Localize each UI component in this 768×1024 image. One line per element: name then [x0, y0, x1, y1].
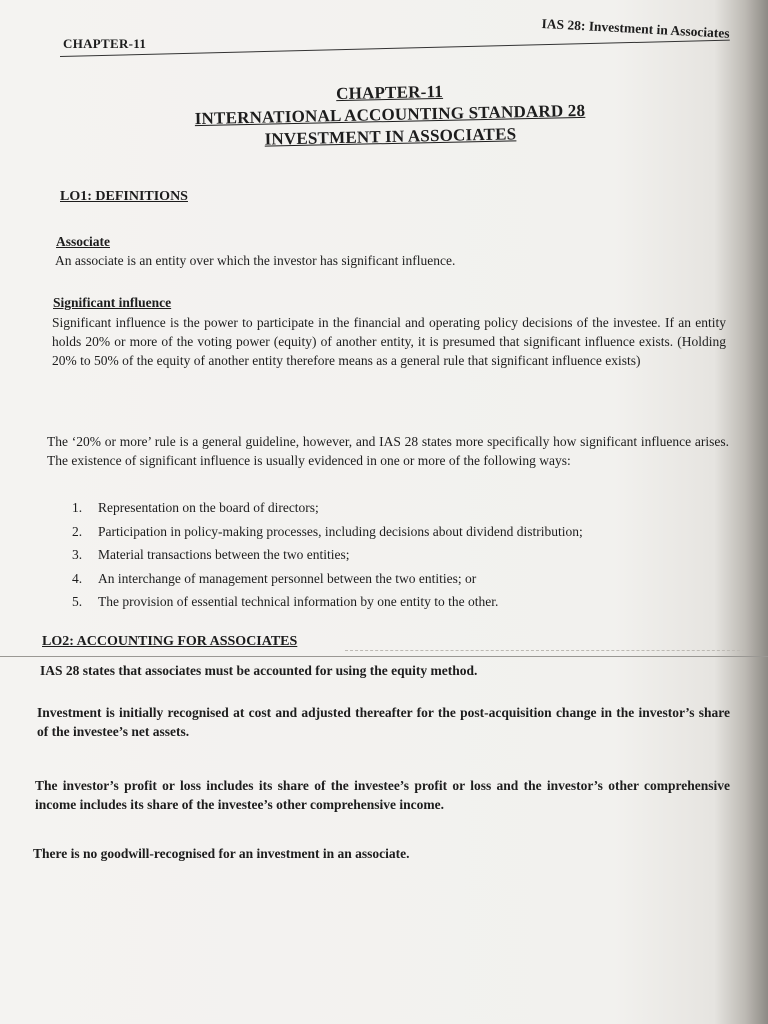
section-divider-dashed	[345, 650, 745, 651]
title-chapter: CHAPTER-11	[335, 81, 444, 104]
title-standard: INTERNATIONAL ACCOUNTING STANDARD 28	[194, 100, 586, 129]
list-item	[72, 594, 712, 618]
list-item-text: The provision of essential technical information by one entity to the other.	[98, 594, 499, 609]
running-header	[60, 12, 730, 62]
list-item-number: 4.	[72, 570, 83, 586]
lo2-paragraph-2: Investment is initially recognised at cost and adjusted thereafter for the post-acquisition change in the investor’s share of the investee’s net assets.	[37, 705, 730, 739]
list-item-text: Participation in policy-making processes, including decisions about dividend distribution;	[98, 523, 583, 539]
header-rule	[60, 40, 730, 57]
section-divider	[0, 656, 768, 657]
list-item	[72, 524, 712, 548]
lo2-paragraph-4: There is no goodwill-recognised for an investment in an associate.	[33, 846, 410, 861]
list-item	[72, 547, 712, 571]
running-header-chapter: CHAPTER-11	[63, 36, 147, 51]
lo2-paragraph-1: IAS 28 states that associates must be accounted for using the equity method.	[40, 663, 478, 678]
list-item	[72, 571, 712, 595]
influence-heading: Significant influence	[53, 295, 172, 310]
rule-paragraph: The ‘20% or more’ rule is a general guideline, however, and IAS 28 states more specifically how significant influence arises. The existence of significant influence is usually evidenced in one or more of the following ways:	[47, 434, 729, 468]
influence-definition: Significant influence is the power to participate in the financial and operating policy decisions of the investee. If an entity holds 20% or more of the voting power (equity) of another entity, it is presumed that significant influence exists. (Holding 20% to 50% of the equity of another entity therefore means as a general rule that significant influence exists)	[52, 315, 726, 368]
associate-definition: An associate is an entity over which the investor has significant influence.	[55, 253, 456, 268]
list-item-number: 1.	[72, 500, 83, 515]
influence-evidence-list	[72, 500, 712, 618]
running-header-title: IAS 28: Investment in Associates	[540, 16, 730, 41]
list-item-text: Representation on the board of directors;	[98, 500, 319, 515]
list-item-number: 2.	[72, 523, 83, 539]
list-item-number: 3.	[72, 547, 83, 562]
associate-heading: Associate	[56, 234, 110, 249]
list-item-text: Material transactions between the two entities;	[98, 547, 350, 562]
title-topic: INVESTMENT IN ASSOCIATES	[264, 124, 517, 149]
chapter-title	[149, 77, 630, 153]
lo1-heading: LO1: DEFINITIONS	[60, 189, 188, 204]
lo2-heading: LO2: ACCOUNTING FOR ASSOCIATES	[42, 634, 298, 649]
list-item	[72, 500, 712, 524]
list-item-text: An interchange of management personnel between the two entities; or	[98, 570, 477, 586]
list-item-number: 5.	[72, 594, 83, 609]
lo2-paragraph-3: The investor’s profit or loss includes its share of the investee’s profit or loss and the investor’s other comprehensive income includes its share of the investee’s other comprehensive income.	[35, 778, 730, 812]
